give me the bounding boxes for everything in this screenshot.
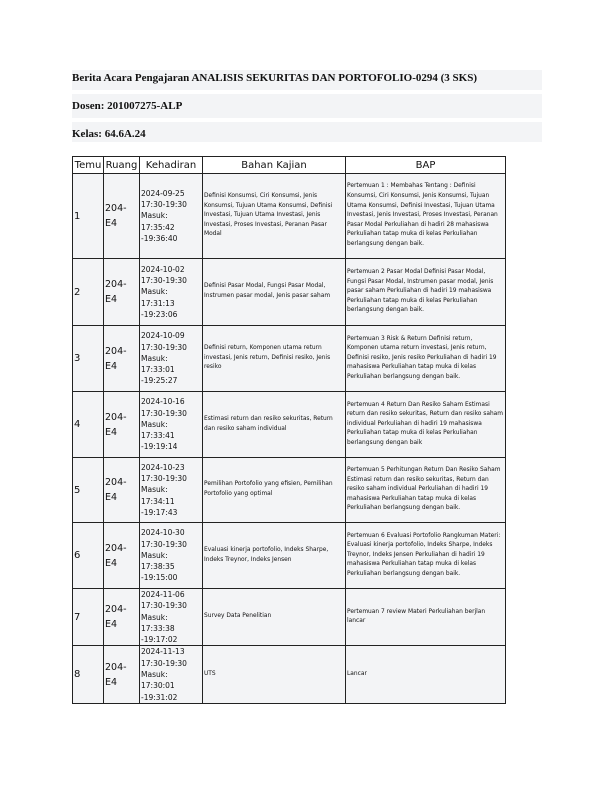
table-header-row xyxy=(73,157,506,174)
table-row xyxy=(73,392,506,458)
cell-temu: 6 xyxy=(73,523,104,589)
cell-kehadiran: 2024-11-13 17:30-19:30 Masuk: 17:30:01 -19:31:02 xyxy=(140,646,203,703)
header-separator xyxy=(72,90,542,94)
class-line: Kelas: 64.6A.24 xyxy=(72,128,146,140)
cell-bap: Pertemuan 1 : Membahas Tentang : Definisi Konsumsi, Ciri Konsumsi, Jenis Konsumsi, Tujuan Utama Konsumsi, Definisi Investasi, Tujuan Utama Investasi, Jenis Investasi, Proses Investasi, Peranan Pasar Modal Perkuliahan di hadiri 28 mahasiswa Perkuliahan tatap muka di kelas Perkuliahan berlangsung dengan baik. xyxy=(346,174,506,259)
cell-temu: 3 xyxy=(73,326,104,392)
cell-temu: 4 xyxy=(73,392,104,458)
cell-bahan-kajian: Definisi Pasar Modal, Fungsi Pasar Modal, Instrumen pasar modal, Jenis pasar saham xyxy=(203,259,346,326)
column-header-bahan-kajian: Bahan Kajian xyxy=(203,157,346,174)
column-header-bap: BAP xyxy=(346,157,506,174)
cell-temu: 7 xyxy=(73,589,104,646)
cell-kehadiran: 2024-09-25 17:30-19:30 Masuk: 17:35:42 -19:36:40 xyxy=(140,174,203,259)
cell-ruang: 204- E4 xyxy=(104,589,140,646)
cell-ruang: 204- E4 xyxy=(104,259,140,326)
cell-bap: Pertemuan 7 review Materi Perkuliahan berjlan lancar xyxy=(346,589,506,646)
lecturer-line: Dosen: 201007275-ALP xyxy=(72,100,183,112)
cell-bahan-kajian: UTS xyxy=(203,646,346,703)
cell-bahan-kajian: Estimasi return dan resiko sekuritas, Return dan resiko saham individual xyxy=(203,392,346,458)
table-row xyxy=(73,174,506,259)
cell-bap: Lancar xyxy=(346,646,506,703)
cell-bap: Pertemuan 3 Risk & Return Definisi return, Komponen utama return investasi, Jenis return, Definisi resiko, Jenis resiko Perkuliahan di hadiri 19 mahasiswa Perkuliahan tatap muka di kelas Perkuliahan berlangsung dengan baik. xyxy=(346,326,506,392)
cell-ruang: 204- E4 xyxy=(104,646,140,703)
cell-kehadiran: 2024-10-23 17:30-19:30 Masuk: 17:34:11 -19:17:43 xyxy=(140,458,203,523)
cell-kehadiran: 2024-10-09 17:30-19:30 Masuk: 17:33:01 -19:25:27 xyxy=(140,326,203,392)
cell-bap: Pertemuan 6 Evaluasi Portofolio Rangkuman Materi: Evaluasi kinerja portofolio, Indeks Sharpe, Indeks Treynor, Indeks Jensen Perkuliahan di hadiri 19 mahasiswa Perkuliahan tatap muka di kelas Perkuliahan berlangsung dengan baik. xyxy=(346,523,506,589)
column-header-temu: Temu xyxy=(73,157,104,174)
table-row xyxy=(73,589,506,646)
table-row xyxy=(73,458,506,523)
cell-bahan-kajian: Evaluasi kinerja portofolio, Indeks Sharpe, Indeks Treynor, Indeks Jensen xyxy=(203,523,346,589)
cell-bap: Pertemuan 4 Return Dan Resiko Saham Estimasi return dan resiko sekuritas, Return dan resiko saham individual Perkuliahan di hadiri 19 mahasiswa Perkuliahan tatap muka di kelas Perkuliahan berlangsung dengan baik xyxy=(346,392,506,458)
column-header-ruang: Ruang xyxy=(104,157,140,174)
cell-bahan-kajian: Definisi return, Komponen utama return investasi, Jenis return, Definisi resiko, Jenis resiko xyxy=(203,326,346,392)
cell-ruang: 204- E4 xyxy=(104,174,140,259)
table-row xyxy=(73,326,506,392)
cell-temu: 2 xyxy=(73,259,104,326)
column-header-kehadiran: Kehadiran xyxy=(140,157,203,174)
cell-kehadiran: 2024-10-02 17:30-19:30 Masuk: 17:31:13 -19:23:06 xyxy=(140,259,203,326)
cell-temu: 8 xyxy=(73,646,104,703)
cell-bahan-kajian: Pemilihan Portofolio yang efisien, Pemilihan Portofolio yang optimal xyxy=(203,458,346,523)
table-row xyxy=(73,523,506,589)
cell-bahan-kajian: Definisi Konsumsi, Ciri Konsumsi, Jenis Konsumsi, Tujuan Utama Konsumsi, Definisi Investasi, Tujuan Utama Investasi, Jenis Investasi, Proses Investasi, Peranan Pasar Modal xyxy=(203,174,346,259)
document-title: Berita Acara Pengajaran ANALISIS SEKURITAS DAN PORTOFOLIO-0294 (3 SKS) xyxy=(72,72,478,84)
cell-bap: Pertemuan 2 Pasar Modal Definisi Pasar Modal, Fungsi Pasar Modal, Instrumen pasar modal, Jenis pasar saham Perkuliahan di hadiri 19 mahasiswa Perkuliahan tatap muka di kelas Perkuliahan berlangsung dengan baik. xyxy=(346,259,506,326)
cell-temu: 1 xyxy=(73,174,104,259)
header-separator xyxy=(72,118,542,122)
cell-ruang: 204- E4 xyxy=(104,326,140,392)
cell-bap: Pertemuan 5 Perhitungan Return Dan Resiko Saham Estimasi return dan resiko sekuritas, Return dan resiko saham individual Perkuliahan di hadiri 19 mahasiswa Perkuliahan tatap muka di kelas Perkuliahan berlangsung dengan baik. xyxy=(346,458,506,523)
cell-kehadiran: 2024-10-30 17:30-19:30 Masuk: 17:38:35 -19:15:00 xyxy=(140,523,203,589)
cell-bahan-kajian: Survey Data Penelitian xyxy=(203,589,346,646)
table-row xyxy=(73,646,506,703)
cell-kehadiran: 2024-10-16 17:30-19:30 Masuk: 17:33:41 -19:19:14 xyxy=(140,392,203,458)
cell-ruang: 204- E4 xyxy=(104,523,140,589)
attendance-table xyxy=(72,156,506,704)
cell-ruang: 204- E4 xyxy=(104,392,140,458)
cell-ruang: 204- E4 xyxy=(104,458,140,523)
table-row xyxy=(73,259,506,326)
cell-kehadiran: 2024-11-06 17:30-19:30 Masuk: 17:33:38 -19:17:02 xyxy=(140,589,203,646)
cell-temu: 5 xyxy=(73,458,104,523)
